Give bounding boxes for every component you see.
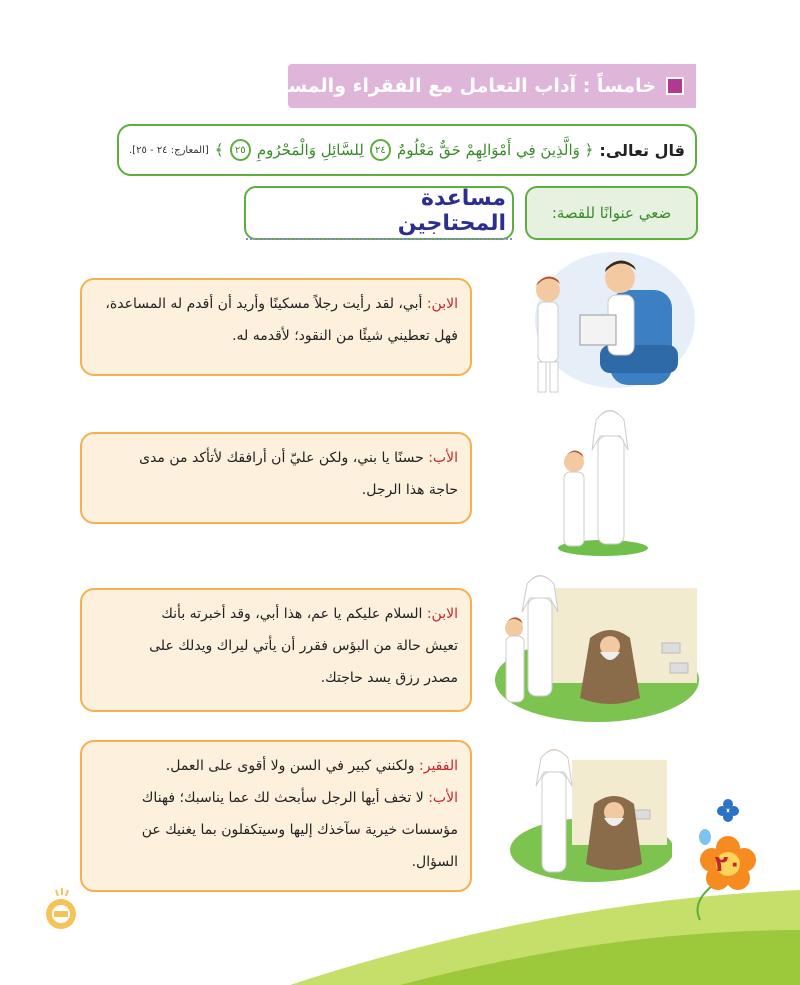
dialog-line: لا تخف أيها الرجل سأبحث لك عما يناسبك؛ فهناك xyxy=(141,790,424,806)
title-prompt xyxy=(525,186,698,240)
speaker-label: الأب: xyxy=(428,790,458,806)
dialog-line: ولكنني كبير في السن ولا أقوى على العمل. xyxy=(165,758,415,774)
dialog-line: تعيش حالة من البؤس فقرر أن يأتي ليراك ويدلك على xyxy=(149,638,458,654)
dialog-bubble-2 xyxy=(80,432,472,524)
speaker-label: الفقير: xyxy=(419,758,458,774)
verse-label: قال تعالى: xyxy=(599,140,685,160)
verse-text-part2: لِلسَّائِلِ وَالْمَحْرُومِ xyxy=(256,141,364,159)
story-title-answer: مساعدة المحتاجين xyxy=(246,186,512,240)
ayah-number-icon: ٢٤ xyxy=(370,139,391,161)
dialog-line: السؤال. xyxy=(411,854,458,870)
dialog-bubble-1 xyxy=(80,278,472,376)
page-number: ٢٠ xyxy=(714,851,742,877)
speaker-label: الابن: xyxy=(426,296,458,312)
dialog-line: مصدر رزق يسد حاجتك. xyxy=(320,670,458,686)
story-title-answer-field[interactable] xyxy=(244,186,514,240)
speaker-label: الأب: xyxy=(428,450,458,466)
publisher-logo-icon xyxy=(44,886,78,930)
verse-text-part1: ﴿ وَالَّذِينَ فِي أَمْوَالِهِمْ حَقٌّ مَعْلُومٌ xyxy=(397,141,594,159)
verse-box xyxy=(117,124,697,176)
section-header xyxy=(245,64,696,108)
section-title: خامساً : آداب التعامل مع الفقراء والمساكين xyxy=(245,75,656,97)
dialog-bubble-3 xyxy=(80,588,472,712)
page-number-badge xyxy=(700,836,756,892)
section-bullet-icon xyxy=(666,77,684,95)
prompt-label: ضعي عنوانًا للقصة: xyxy=(551,204,672,222)
small-blue-flower-icon xyxy=(716,798,740,822)
father-son-armchair-illustration xyxy=(520,250,695,405)
verse-close: ﴾ xyxy=(214,141,224,159)
visit-poor-man-illustration xyxy=(492,568,702,728)
ayah-number-icon: ٢٥ xyxy=(230,139,251,161)
verse-reference: [المعارج: ٢٤ - ٢٥]. xyxy=(129,144,209,156)
dialog-line: السلام عليكم يا عم، هذا أبي، وقد أخبرته بأنك xyxy=(161,606,423,622)
dialog-line: حسنًا يا بني، ولكن عليّ أن أرافقك لأتأكد من مدى xyxy=(139,450,424,466)
dialog-line: فهل تعطيني شيئًا من النقود؛ لأقدمه له. xyxy=(232,328,458,344)
dialog-line: أبي، لقد رأيت رجلاً مسكينًا وأريد أن أقدم له المساعدة، xyxy=(105,296,423,312)
dialog-line: مؤسسات خيرية سآخذك إليها وسيتكفلون بما يغنيك عن xyxy=(141,822,458,838)
father-son-standing-illustration xyxy=(548,400,648,560)
dialog-line: حاجة هذا الرجل. xyxy=(361,482,458,498)
speaker-label: الابن: xyxy=(426,606,458,622)
